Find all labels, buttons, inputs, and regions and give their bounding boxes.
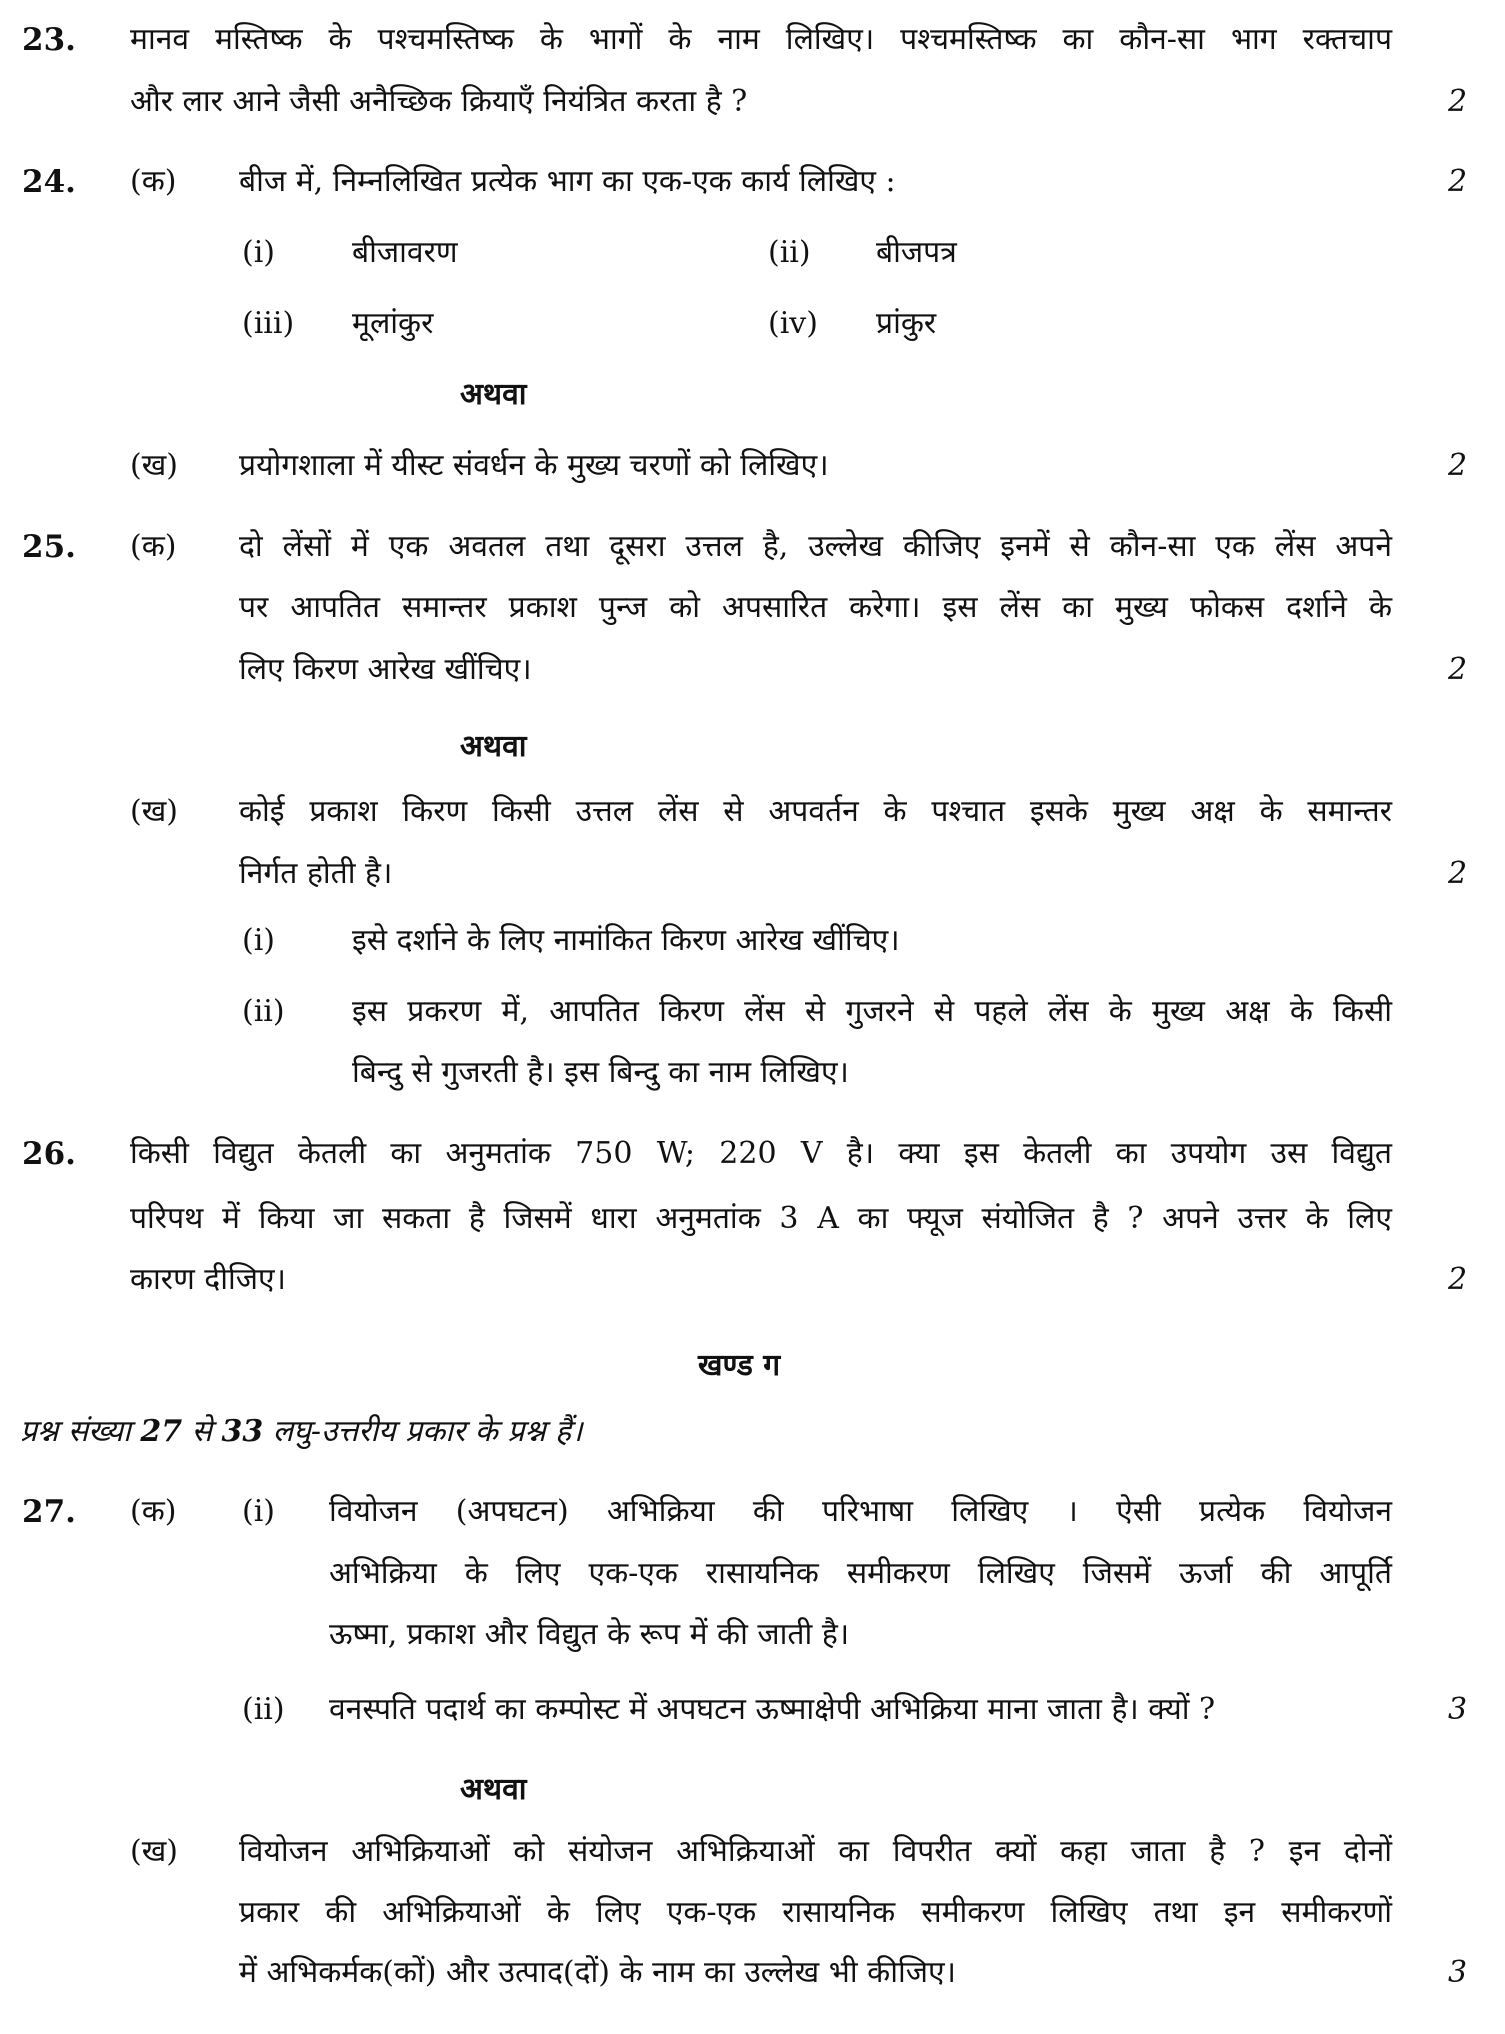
q26-line-2: परिपथ में किया जा सकता है जिसमें धारा अनुमतांक 3 A का फ्यूज संयोजित है ? अपने उत्तर के लिए xyxy=(130,1201,1392,1236)
q27-b-line-2: प्रकार की अभिक्रियाओं के लिए एक-एक रासायनिक समीकरण लिखिए तथा इन समीकरणों xyxy=(239,1895,1392,1930)
q27-label-b: (ख) xyxy=(130,1834,178,1869)
q25-b-line-2: निर्गत होती है। xyxy=(239,856,393,891)
q27-ii-text: वनस्पति पदार्थ का कम्पोस्ट में अपघटन ऊष्माक्षेपी अभिक्रिया माना जाता है। क्यों ? xyxy=(329,1692,1216,1727)
q24-option-label-1: (i) xyxy=(242,235,276,270)
q23-marks: 2 xyxy=(1448,84,1468,119)
question-number-26: 26. xyxy=(22,1136,76,1172)
q27-i-line-3: ऊष्मा, प्रकाश और विद्युत के रूप में की जाती है। xyxy=(329,1617,850,1652)
q24-option-text-1: बीजावरण xyxy=(352,235,458,270)
q27-b-line-1: वियोजन अभिक्रियाओं को संयोजन अभिक्रियाओं का विपरीत क्यों कहा जाता है ? इन दोनों xyxy=(239,1834,1392,1869)
q24-option-label-2: (ii) xyxy=(768,235,811,270)
instr-number-start: 27 xyxy=(140,1414,183,1449)
q26-marks: 2 xyxy=(1448,1262,1468,1297)
q24-option-label-4: (iv) xyxy=(768,306,818,341)
q25-label-a: (क) xyxy=(130,529,177,564)
question-number-27: 27. xyxy=(22,1494,76,1530)
q25-sub-label-1: (i) xyxy=(242,923,276,958)
q24-option-label-3: (iii) xyxy=(242,306,295,341)
q27-i-line-1: वियोजन (अपघटन) अभिक्रिया की परिभाषा लिखिए । ऐसी प्रत्येक वियोजन xyxy=(329,1494,1392,1529)
q23-line-2: और लार आने जैसी अनैच्छिक क्रियाएँ नियंत्रित करता है ? xyxy=(130,84,748,119)
q24-b-marks: 2 xyxy=(1448,448,1468,483)
question-number-24: 24. xyxy=(22,164,76,200)
section-title: खण्ड ग xyxy=(698,1348,781,1383)
q25-sub-1-line-1: इसे दर्शाने के लिए नामांकित किरण आरेख खींचिए। xyxy=(352,923,900,958)
q24-option-text-2: बीजपत्र xyxy=(876,235,957,270)
q25-a-line-1: दो लेंसों में एक अवतल तथा दूसरा उत्तल है, उल्लेख कीजिए इनमें से कौन-सा एक लेंस अपने xyxy=(239,529,1392,564)
section-instructions xyxy=(20,1412,583,1452)
q27-i-line-2: अभिक्रिया के लिए एक-एक रासायनिक समीकरण लिखिए जिसमें ऊर्जा की आपूर्ति xyxy=(329,1556,1392,1591)
q27-sub-label-ii: (ii) xyxy=(242,1692,285,1727)
instr-number-end: 33 xyxy=(221,1414,264,1449)
q25-label-b: (ख) xyxy=(130,794,178,829)
q23-line-1: मानव मस्तिष्क के पश्चमस्तिष्क के भागों के नाम लिखिए। पश्चमस्तिष्क का कौन-सा भाग रक्तचाप xyxy=(130,22,1392,57)
q24-option-text-4: प्रांकुर xyxy=(876,306,937,341)
q27-b-line-3: में अभिकर्मक(कों) और उत्पाद(दों) के नाम का उल्लेख भी कीजिए। xyxy=(239,1955,956,1990)
q27-a-marks: 3 xyxy=(1448,1692,1468,1727)
q27-label-a: (क) xyxy=(130,1494,177,1529)
q25-a-line-3: लिए किरण आरेख खींचिए। xyxy=(239,652,532,687)
instr-text-1: प्रश्न संख्या xyxy=(20,1414,141,1449)
q26-line-3: कारण दीजिए। xyxy=(130,1262,286,1297)
question-number-23: 23. xyxy=(22,22,76,58)
q24-a-marks: 2 xyxy=(1448,164,1468,199)
q25-or-heading: अथवा xyxy=(460,729,527,764)
q25-sub-label-2: (ii) xyxy=(242,994,285,1029)
q25-sub-2-line-2: बिन्दु से गुजरती है। इस बिन्दु का नाम लिखिए। xyxy=(352,1055,849,1090)
q25-a-marks: 2 xyxy=(1448,652,1468,687)
q25-b-line-1: कोई प्रकाश किरण किसी उत्तल लेंस से अपवर्तन के पश्चात इसके मुख्य अक्ष के समान्तर xyxy=(239,794,1392,829)
q24-or-heading: अथवा xyxy=(460,377,527,412)
q27-b-marks: 3 xyxy=(1448,1955,1468,1990)
q24-option-text-3: मूलांकुर xyxy=(352,306,434,341)
q24-a-text: बीज में, निम्नलिखित प्रत्येक भाग का एक-एक कार्य लिखिए : xyxy=(239,164,896,199)
q24-label-b: (ख) xyxy=(130,448,178,483)
q26-line-1: किसी विद्युत केतली का अनुमतांक 750 W; 220 V है। क्या इस केतली का उपयोग उस विद्युत xyxy=(130,1136,1392,1171)
q25-b-marks: 2 xyxy=(1448,856,1468,891)
q24-b-text: प्रयोगशाला में यीस्ट संवर्धन के मुख्य चरणों को लिखिए। xyxy=(239,448,829,483)
q25-a-line-2: पर आपतित समान्तर प्रकाश पुन्ज को अपसारित करेगा। इस लेंस का मुख्य फोकस दर्शाने के xyxy=(239,590,1392,625)
q24-label-a: (क) xyxy=(130,164,177,199)
instr-text-2: से xyxy=(182,1414,222,1449)
instr-text-3: लघु-उत्तरीय प्रकार के प्रश्न हैं। xyxy=(263,1414,583,1449)
question-number-25: 25. xyxy=(22,529,76,565)
q27-sub-label-i: (i) xyxy=(242,1494,276,1529)
q27-or-heading: अथवा xyxy=(460,1772,527,1807)
q25-sub-2-line-1: इस प्रकरण में, आपतित किरण लेंस से गुजरने से पहले लेंस के मुख्य अक्ष के किसी xyxy=(352,994,1392,1029)
